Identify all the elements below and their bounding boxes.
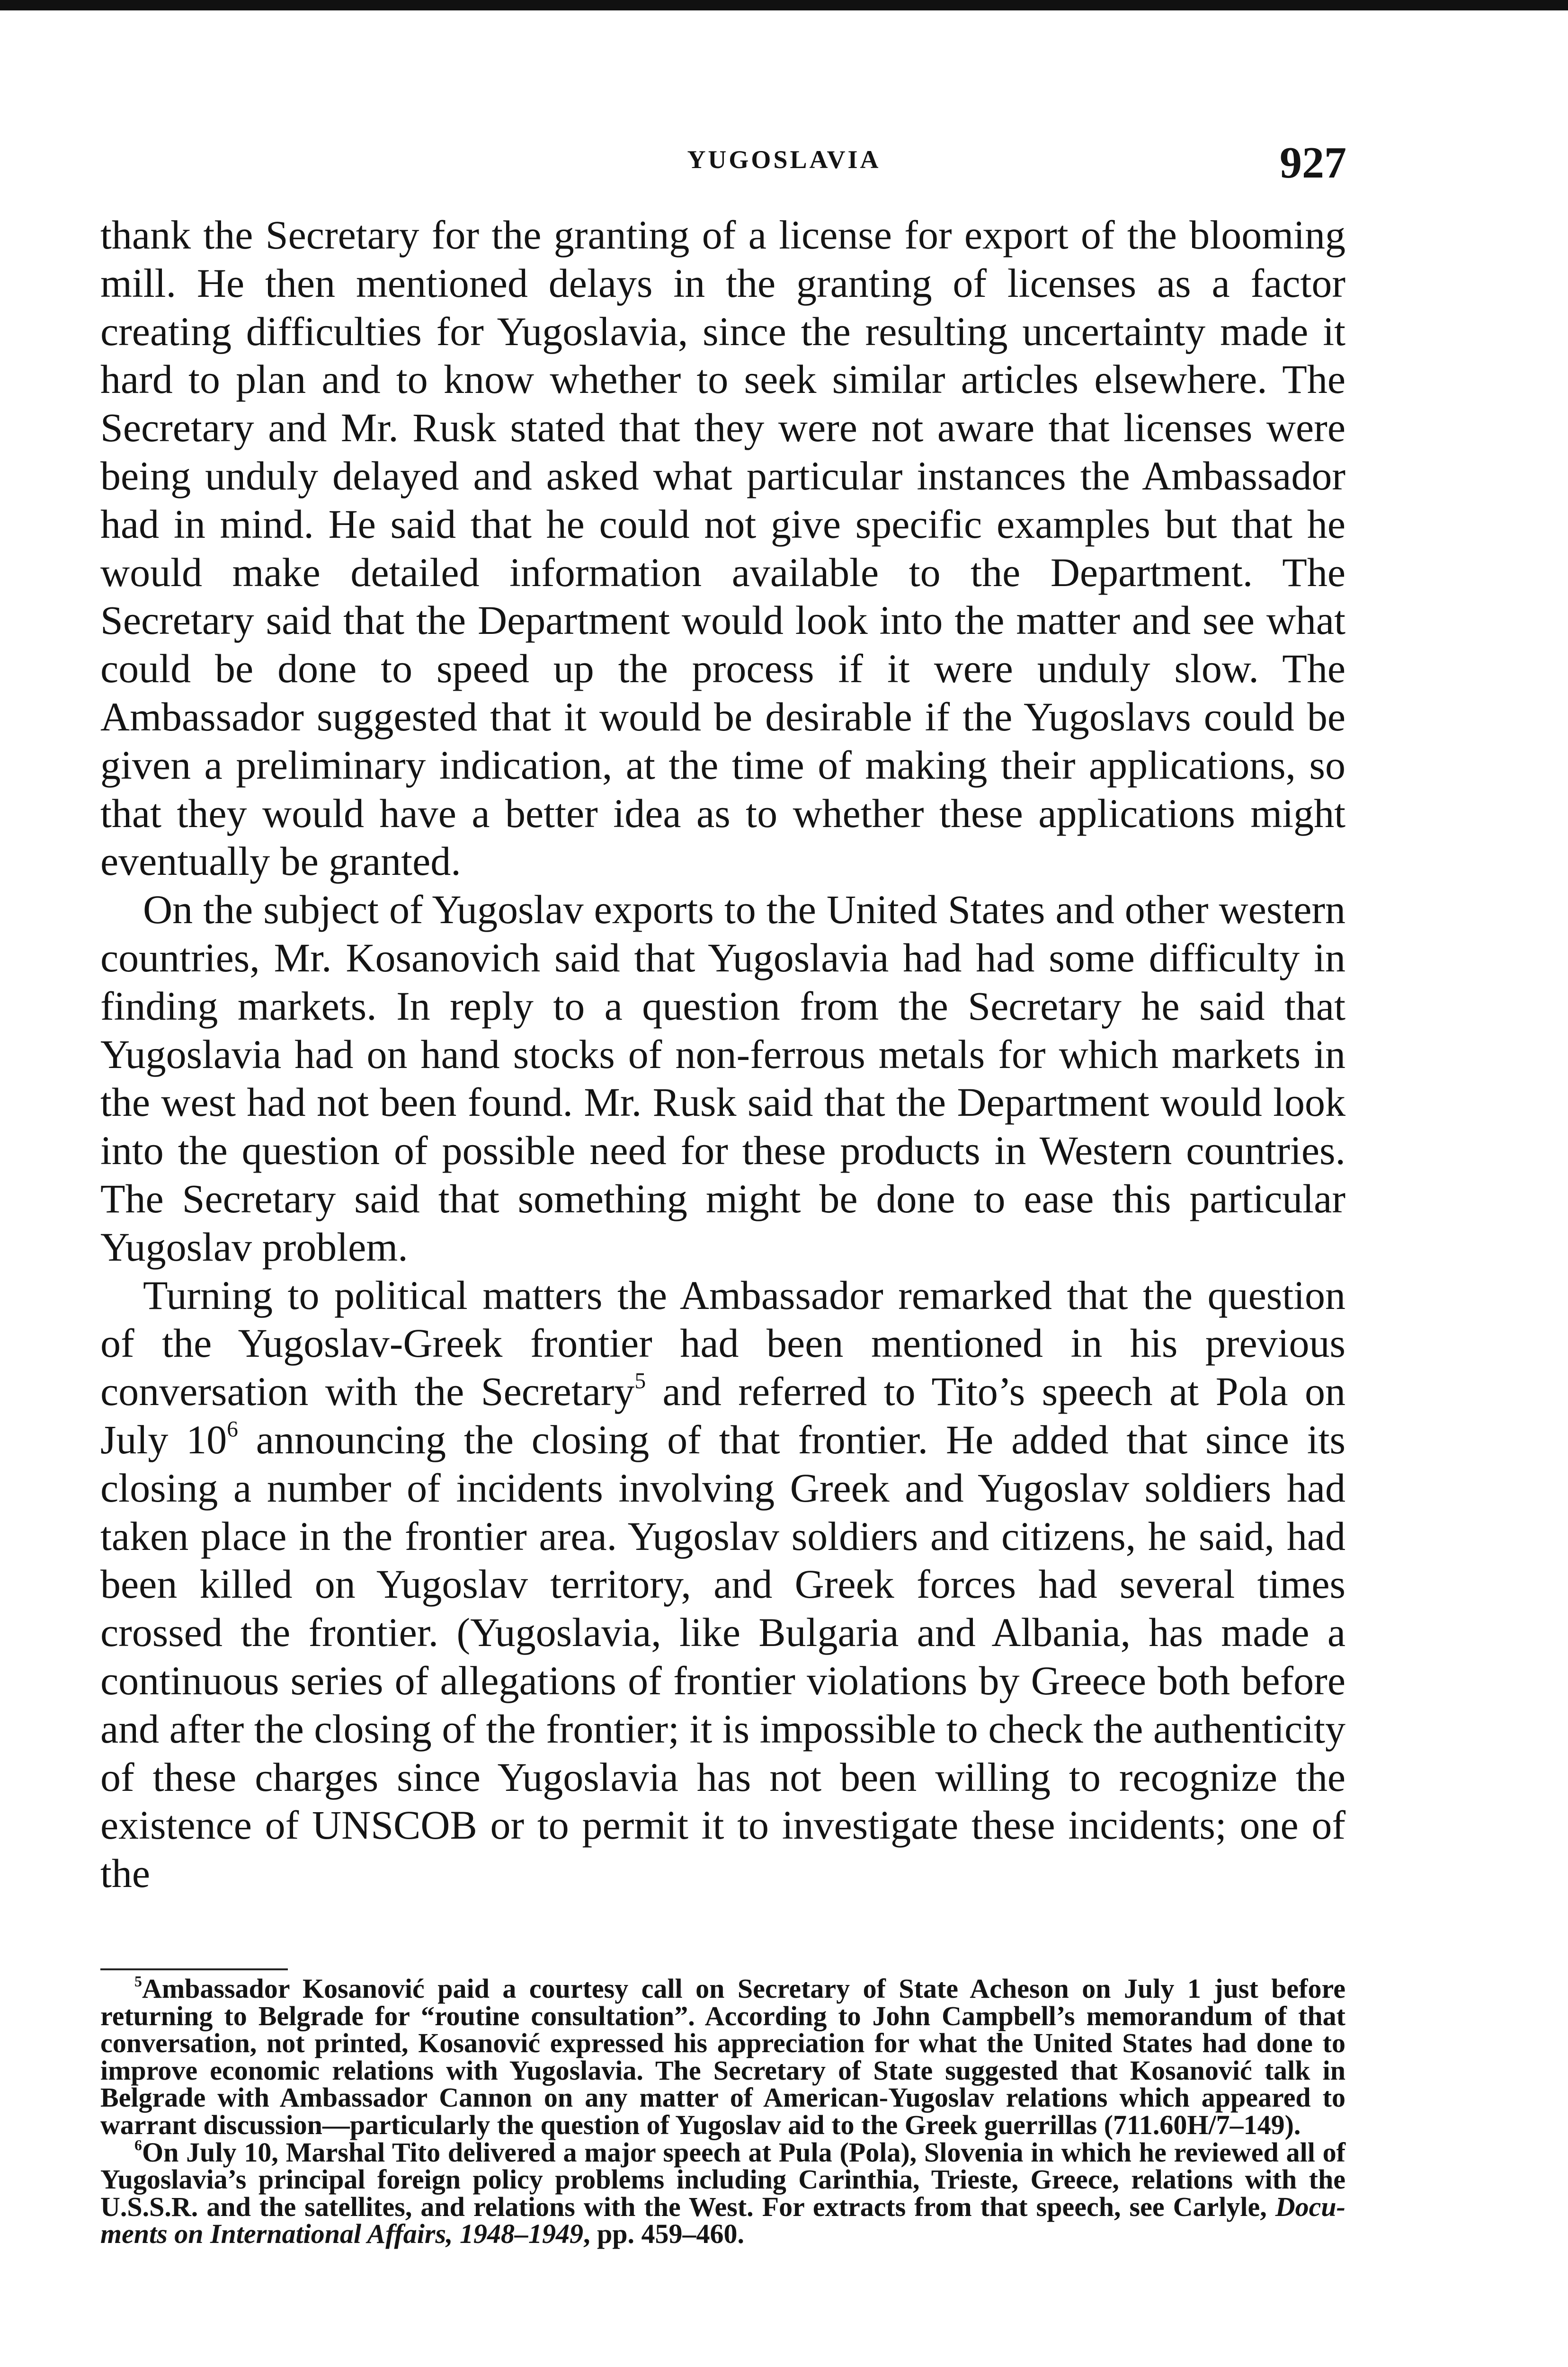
body-text	[100, 211, 1345, 1898]
scan-top-border	[0, 0, 1568, 10]
footnote-6-book-title: Documents on International Affairs, 1948–1949	[100, 2191, 1345, 2250]
footnote-6	[100, 2136, 1345, 2250]
footnote-ref-6: 6	[227, 1417, 238, 1442]
paragraph-1: thank the Secretary for the granting of a license for export of the blooming mill. He then mentioned delays in the granting of licenses as a factor creating difficulties for Yugoslavia, since the resulting uncertainty made it hard to plan and to know whether to seek similar articles elsewhere. The Secretary and Mr. Rusk stated that they were not aware that licenses were being unduly delayed and asked what particular instances the Ambassador had in mind. He said that he could not give specific examples but that he would make detailed information available to the Department. The Secretary said that the Department would look into the matter and see what could be done to speed up the process if it were unduly slow. The Ambassador suggested that it would be desirable if the Yugoslavs could be given a preliminary indication, at the time of making their applications, so that they would have a better idea as to whether these applications might eventually be granted.	[100, 212, 1345, 884]
footnote-ref-5: 5	[634, 1369, 646, 1394]
footnote-separator	[100, 1968, 288, 1970]
running-head	[0, 137, 1568, 189]
footnote-6-pages: , pp. 459–460.	[583, 2218, 745, 2250]
paragraph-3-part-2: and referred to Tito’s speech at Pola on July 10	[100, 1369, 1345, 1462]
paragraph-3-part-1: Turning to political matters the Ambassador remarked that the question of the Yugoslav-Greek frontier had been mentioned in his previous conversation with the Secretary	[100, 1272, 1345, 1415]
footnote-5-text: Ambassador Kosanović paid a courtesy call on Secretary of State Acheson on July 1 just before returning to Belgrade for “routine consultation”. According to John Campbell’s memorandum of that conversation, not printed, Kosanović expressed his appreciation for what the United States had done to improve economic relations with Yugoslavia. The Secretary of State suggested that Kosanović talk in Belgrade with Ambassador Cannon on any matter of American-Yugoslav relations which appeared to warrant discussion—particularly the question of Yugoslav aid to the Greek guerrillas (711.60H/7–149).	[100, 1973, 1345, 2140]
paragraph-2: On the subject of Yugoslav exports to the United States and other western countries, Mr. Kosanovich said that Yugoslavia had had some difficulty in finding markets. In reply to a question from the Secretary he said that Yugoslavia had on hand stocks of non-ferrous metals for which markets in the west had not been found. Mr. Rusk said that the Department would look into the question of possible need for these products in Western countries. The Secretary said that something might be done to ease this particular Yugoslav problem.	[100, 887, 1345, 1270]
footnote-6-marker: 6	[134, 2136, 142, 2153]
footnote-5	[100, 1975, 1345, 2139]
footnotes	[100, 1975, 1345, 2248]
footnote-5-marker: 5	[134, 1973, 142, 1990]
paragraph-3-part-3: announcing the closing of that frontier. He added that since its closing a number of incidents involving Greek and Yugoslav soldiers had taken place in the frontier area. Yugoslav soldiers and citizens, he said, had been killed on Yugoslav territory, and Greek forces had several times crossed the frontier. (Yugoslavia, like Bulgaria and Albania, has made a continuous series of allegations of frontier violations by Greece both before and after the closing of the frontier; it is impossible to check the authenticity of these charges since Yugoslavia has not been willing to recognize the existence of UNSCOB or to permit it to investigate these incidents; one of the	[100, 1416, 1345, 1896]
page-number: 927	[1280, 138, 1346, 187]
running-title: YUGOSLAVIA	[687, 145, 881, 174]
footnote-6-text: On July 10, Marshal Tito delivered a major speech at Pula (Pola), Slovenia in which he reviewed all of Yugoslavia’s principal foreign policy problems including Carinthia, Trieste, Greece, relations with the U.S.S.R. and the satellites, and relations with the West. For extracts from that speech, see Carlyle,	[100, 2136, 1345, 2222]
paragraph-3	[100, 1272, 1345, 1898]
